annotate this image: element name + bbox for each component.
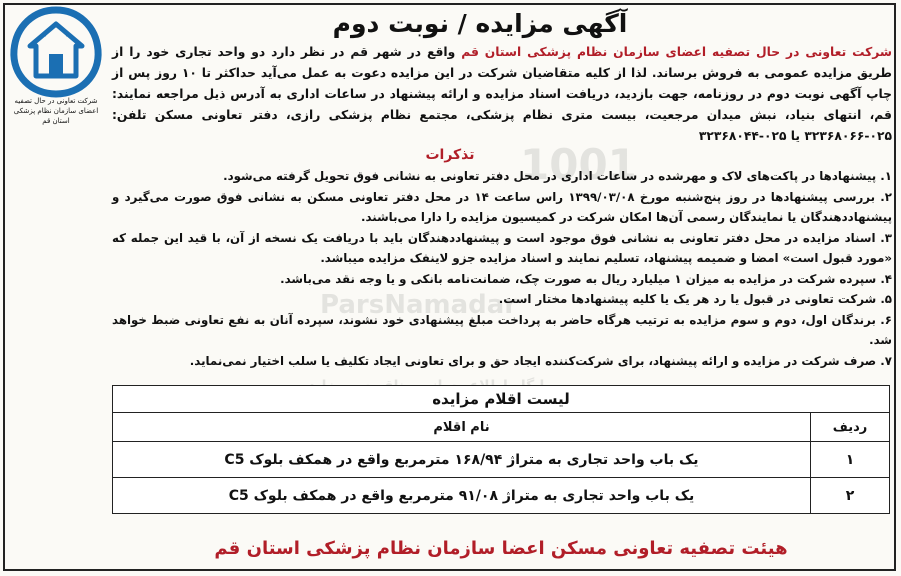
header-row-number: ردیف	[811, 413, 890, 442]
notes-list	[112, 166, 892, 371]
item-name: یک باب واحد تجاری به متراژ ۹۱/۰۸ مترمربع واقع در همکف بلوک C5	[113, 478, 811, 514]
intro-body: واقع در شهر قم در نظر دارد دو واحد تجاری خود را از طریق مزایده عمومی به فروش برساند. لذا از کلیه متقاضیان شرکت در این مزایده دعوت به عمل می‌آید حداکثر تا ۱۰ روز پس از چاپ آگهی نوبت دوم در روزنامه، جهت بازدید، دریافت اسناد مزایده و ارائه پیشنهاد در ساعات اداری به آدرس ذیل مراجعه نمایند: قم، انتهای بنیاد، نبش میدان مرجعیت، بیست متری نظام پزشکی، مجتمع نظام پزشکی رازی، دفتر تعاونی مسکن تلفن: ۰۲۵-۳۲۳۶۸۰۶۶ یا ۰۲۵-۳۲۳۶۸۰۴۴	[112, 45, 892, 143]
items-table	[112, 385, 890, 514]
row-number: ۲	[811, 478, 890, 514]
logo-caption: شرکت تعاونی در حال تصفیه اعضای سازمان نظام پزشکی استان قم	[13, 97, 99, 125]
note-item: ۵. شرکت تعاونی در قبول یا رد هر یک یا کلیه پیشنهادها مختار است.	[498, 292, 892, 306]
table-row	[113, 442, 890, 478]
watermark-brand: ParsNamadar	[320, 290, 518, 320]
items-table-title: لیست اقلام مزایده	[112, 385, 890, 412]
company-name: شرکت تعاونی در حال تصفیه اعضای سازمان نظام پزشکی استان قم	[461, 45, 893, 59]
note-item: ۶. برندگان اول، دوم و سوم مزایده به ترتیب هرگاه حاضر به پرداخت مبلغ پیشنهادی خود نشوند، سپرده آنان به نفع تعاونی ضبط خواهد شد.	[112, 312, 892, 347]
table-row	[113, 478, 890, 514]
note-item: ۷. صرف شرکت در مزایده و ارائه پیشنهاد، برای شرکت‌کننده ایجاد حق و برای تعاونی ایجاد تکلیف یا سلب اختیار نمی‌نماید.	[189, 353, 892, 368]
note-item: ۲. بررسی پیشنهادها در روز پنج‌شنبه مورخ ۱۳۹۹/۰۳/۰۸ راس ساعت ۱۴ در محل دفتر تعاونی مسکن به نشانی فوق صورت می‌گیرد و پیشنهاددهندگان یا نمایندگان رسمی آن‌ها امکان شرکت در کمیسیون مزایده را دارا می‌باشند.	[112, 189, 892, 224]
row-number: ۱	[811, 442, 890, 478]
note-item: ۱. پیشنهادها در پاکت‌های لاک و مهرشده در ساعات اداری در محل دفتر تعاونی به نشانی فوق تحویل گرفته می‌شود.	[223, 169, 892, 183]
notes-title: تذکرات	[425, 147, 475, 163]
ad-title: آگهی مزایده / نوبت دوم	[332, 9, 628, 38]
table-header-row	[113, 413, 890, 442]
item-name: یک باب واحد تجاری به متراژ ۱۶۸/۹۴ مترمربع واقع در همکف بلوک C5	[113, 442, 811, 478]
header-item-name: نام اقلام	[113, 413, 811, 442]
watermark-year: 1001	[520, 140, 637, 189]
intro-paragraph	[112, 42, 892, 147]
signature-line: هیئت تصفیه تعاونی مسکن اعضا سازمان نظام پزشکی استان قم	[214, 538, 788, 559]
note-item: ۴. سپرده شرکت در مزایده به میزان ۱ میلیارد ریال به صورت چک، ضمانت‌نامه بانکی و یا وجه نقد می‌باشد.	[280, 271, 892, 286]
cooperative-emblem-icon	[6, 6, 106, 98]
note-item: ۳. اسناد مزایده در محل دفتر تعاونی به نشانی فوق موجود است و پیشنهاددهندگان باید با دریافت یک نسخه از آن، با قید این جمله که «مورد قبول است» امضا و ضمیمه پیشنهاد، تسلیم نمایند و اسناد مزایده جزو لاینفک مزایده میباشد.	[112, 230, 892, 265]
cooperative-logo	[6, 6, 106, 106]
items-table-grid	[112, 412, 890, 514]
